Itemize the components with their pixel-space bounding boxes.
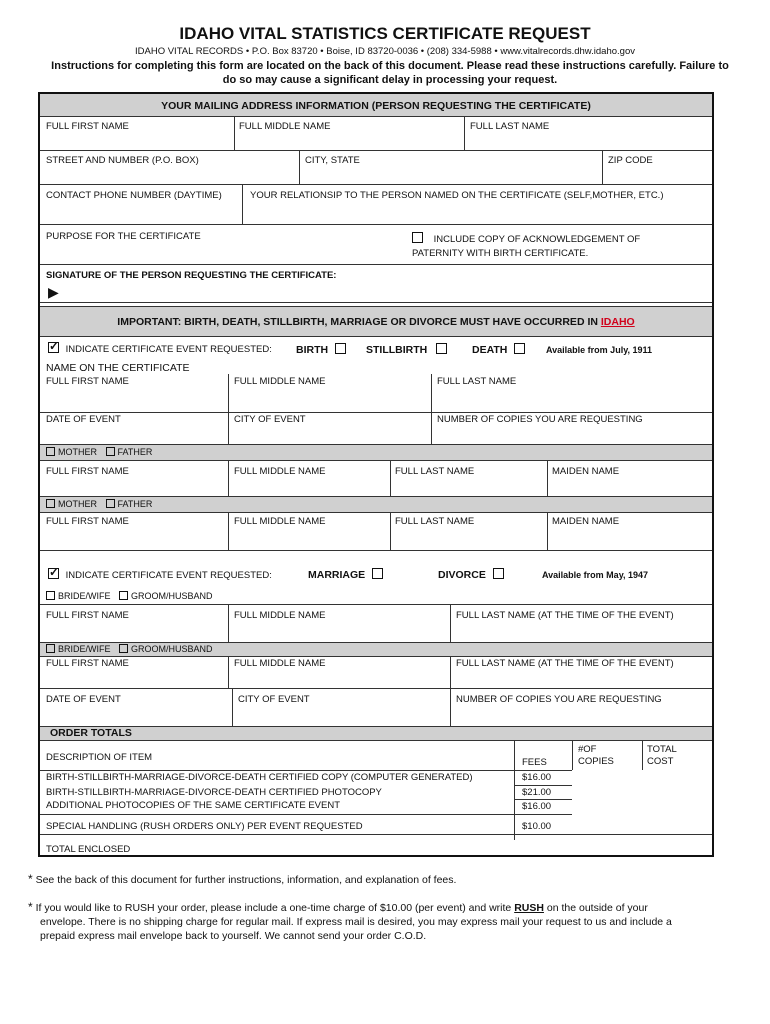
birth-checkbox[interactable] (335, 343, 346, 354)
order-total-header (647, 744, 677, 768)
order-item-desc: BIRTH-STILLBIRTH-MARRIAGE-DIVORCE-DEATH CERTIFIED PHOTOCOPY (46, 787, 382, 798)
phone-field[interactable]: CONTACT PHONE NUMBER (DAYTIME) (46, 190, 222, 201)
spouse1-options (46, 591, 213, 601)
birth-label: BIRTH (296, 344, 329, 356)
instructions-line-2: do so may cause a significant delay in processing your request. (222, 74, 558, 86)
parent1-mother-label: MOTHER (58, 447, 97, 457)
event2-checkbox[interactable] (48, 568, 59, 579)
important-text: IMPORTANT: BIRTH, DEATH, STILLBIRTH, MARRIAGE OR DIVORCE MUST HAVE OCCURRED IN (117, 316, 598, 328)
mailing-first-name-field[interactable]: FULL FIRST NAME (46, 121, 129, 132)
mailing-last-name-field[interactable]: FULL LAST NAME (470, 121, 550, 132)
paternity-checkbox[interactable] (412, 232, 423, 243)
footer-note-2-line2: envelope. There is no shipping charge for regular mail. If express mail is desired, you may express mail your request to us and include a (40, 916, 672, 928)
signature-arrow-icon: ▶ (48, 284, 59, 300)
order-copies-header-1: #OF (578, 744, 597, 755)
death-option[interactable] (472, 343, 525, 356)
parent1-mother-checkbox[interactable] (46, 447, 55, 456)
event1-copies-field[interactable]: NUMBER OF COPIES YOU ARE REQUESTING (437, 414, 643, 425)
event2-indicate-label: INDICATE CERTIFICATE EVENT REQUESTED: (65, 570, 272, 581)
marriage-checkbox[interactable] (372, 568, 383, 579)
signature-label: SIGNATURE OF THE PERSON REQUESTING THE CERTIFICATE: (46, 270, 337, 281)
agency-address: IDAHO VITAL RECORDS • P.O. Box 83720 • Boise, ID 83720-0036 • (208) 334-5988 • www.vitalrecords.dhw.idaho.gov (135, 46, 635, 57)
request-form (38, 92, 714, 857)
order-copies-header-2: COPIES (578, 756, 614, 767)
event2-availability: Available from May, 1947 (542, 570, 649, 580)
relationship-field[interactable]: YOUR RELATIONSIP TO THE PERSON NAMED ON THE CERTIFICATE (SELF,MOTHER, ETC.) (250, 190, 664, 201)
spouse2-groom-checkbox[interactable] (119, 644, 128, 653)
spouse2-groom-label: GROOM/HUSBAND (131, 644, 213, 654)
parent1-father-label: FATHER (117, 447, 153, 457)
event1-indicate-label: INDICATE CERTIFICATE EVENT REQUESTED: (65, 344, 272, 355)
order-fees-header: FEES (522, 757, 547, 768)
order-copies-header (578, 744, 614, 768)
street-field[interactable]: STREET AND NUMBER (P.O. BOX) (46, 155, 199, 166)
parent2-father-checkbox[interactable] (106, 499, 115, 508)
parent1-options (46, 447, 152, 457)
event1-availability: Available from July, 1911 (546, 345, 653, 355)
mailing-heading: YOUR MAILING ADDRESS INFORMATION (PERSON REQUESTING THE CERTIFICATE) (161, 100, 591, 112)
spouse2-bride-label: BRIDE/WIFE (58, 644, 111, 654)
spouse2-first-name-field[interactable]: FULL FIRST NAME (46, 658, 129, 669)
spouse2-options (46, 644, 213, 654)
event1-indicate (48, 342, 272, 355)
event2-city-field[interactable]: CITY OF EVENT (238, 694, 310, 705)
footer-note-2-line3: prepaid express mail envelope back to yourself. We cannot send your order C.O.D. (40, 930, 427, 942)
spouse1-bride-checkbox[interactable] (46, 591, 55, 600)
important-state: IDAHO (600, 316, 635, 328)
order-item-fee: $16.00 (522, 772, 552, 783)
order-item-fee: $10.00 (522, 821, 552, 832)
footer-note-2: * If you would like to RUSH your order, please include a one-time charge of $10.00 (per event) and write RUSH on the outside of your envelope. There is no shipping charge for regular mail. If express mail is desired, you may express mail your request to us and include a prepaid express mail envelope back to yourself. We cannot send your order C.O.D. (28, 900, 748, 943)
order-totals-heading: ORDER TOTALS (50, 727, 132, 739)
order-item-desc: BIRTH-STILLBIRTH-MARRIAGE-DIVORCE-DEATH CERTIFIED COPY (COMPUTER GENERATED) (46, 772, 473, 783)
parent2-mother-checkbox[interactable] (46, 499, 55, 508)
order-item-fee: $16.00 (522, 801, 552, 812)
paternity-option[interactable] (412, 232, 640, 261)
spouse1-first-name-field[interactable]: FULL FIRST NAME (46, 610, 129, 621)
parent2-last-name-field[interactable]: FULL LAST NAME (395, 516, 475, 527)
parent2-middle-name-field[interactable]: FULL MIDDLE NAME (234, 516, 326, 527)
spouse1-groom-label: GROOM/HUSBAND (131, 591, 213, 601)
order-total-header-2: COST (647, 756, 674, 767)
event1-city-field[interactable]: CITY OF EVENT (234, 414, 306, 425)
event1-date-field[interactable]: DATE OF EVENT (46, 414, 121, 425)
parent2-options (46, 499, 152, 509)
spouse2-middle-name-field[interactable]: FULL MIDDLE NAME (234, 658, 326, 669)
divorce-label: DIVORCE (438, 569, 486, 581)
mailing-middle-name-field[interactable]: FULL MIDDLE NAME (239, 121, 331, 132)
order-desc-header: DESCRIPTION OF ITEM (46, 752, 153, 763)
divorce-option[interactable] (438, 568, 504, 581)
parent2-father-label: FATHER (117, 499, 153, 509)
event1-checkbox[interactable] (48, 342, 59, 353)
footer-note-2-post: on the outside of your (543, 902, 648, 914)
paternity-label-1: INCLUDE COPY OF ACKNOWLEDGEMENT OF (433, 234, 641, 245)
event2-indicate (48, 568, 272, 581)
parent1-middle-name-field[interactable]: FULL MIDDLE NAME (234, 466, 326, 477)
zip-field[interactable]: ZIP CODE (608, 155, 653, 166)
important-notice (40, 316, 712, 328)
parent2-maiden-name-field[interactable]: MAIDEN NAME (552, 516, 620, 527)
footer-rush: RUSH (514, 902, 544, 914)
death-label: DEATH (472, 344, 508, 356)
parent1-father-checkbox[interactable] (106, 447, 115, 456)
name-on-certificate-heading: NAME ON THE CERTIFICATE (46, 362, 190, 374)
spouse2-last-name-field[interactable]: FULL LAST NAME (AT THE TIME OF THE EVENT) (456, 658, 674, 669)
stillbirth-checkbox[interactable] (436, 343, 447, 354)
parent2-first-name-field[interactable]: FULL FIRST NAME (46, 516, 129, 527)
page-title: IDAHO VITAL STATISTICS CERTIFICATE REQUEST (179, 24, 591, 43)
stillbirth-label: STILLBIRTH (366, 344, 428, 356)
paternity-label-2: PATERNITY WITH BIRTH CERTIFICATE. (412, 248, 589, 259)
footer-note-2-pre: If you would like to RUSH your order, please include a one-time charge of $10.00 (per event) and write (35, 902, 515, 914)
footer-note-1-text: See the back of this document for further instructions, information, and explanation of fees. (35, 874, 457, 886)
birth-option[interactable] (296, 343, 346, 356)
spouse1-groom-checkbox[interactable] (119, 591, 128, 600)
marriage-label: MARRIAGE (308, 569, 366, 581)
footer-note-1: * See the back of this document for further instructions, information, and explanation of fees. (28, 872, 457, 886)
order-heading-bar (40, 726, 712, 740)
event2-copies-field[interactable]: NUMBER OF COPIES YOU ARE REQUESTING (456, 694, 662, 705)
event1-middle-name-field[interactable]: FULL MIDDLE NAME (234, 376, 326, 387)
instructions-line-1: Instructions for completing this form are located on the back of this document. Please read these instructions carefully. Failure to (51, 60, 729, 72)
total-enclosed-label: TOTAL ENCLOSED (46, 844, 131, 855)
purpose-field[interactable]: PURPOSE FOR THE CERTIFICATE (46, 231, 201, 242)
order-item-desc: ADDITIONAL PHOTOCOPIES OF THE SAME CERTIFICATE EVENT (46, 800, 341, 811)
spouse1-middle-name-field[interactable]: FULL MIDDLE NAME (234, 610, 326, 621)
parent1-first-name-field[interactable]: FULL FIRST NAME (46, 466, 129, 477)
event1-first-name-field[interactable]: FULL FIRST NAME (46, 376, 129, 387)
parent1-maiden-name-field[interactable]: MAIDEN NAME (552, 466, 620, 477)
order-item-fee: $21.00 (522, 787, 552, 798)
event1-last-name-field[interactable]: FULL LAST NAME (437, 376, 517, 387)
city-state-field[interactable]: CITY, STATE (305, 155, 360, 166)
order-item-desc: SPECIAL HANDLING (RUSH ORDERS ONLY) PER EVENT REQUESTED (46, 821, 363, 832)
order-total-header-1: TOTAL (647, 744, 677, 755)
parent1-last-name-field[interactable]: FULL LAST NAME (395, 466, 475, 477)
event2-date-field[interactable]: DATE OF EVENT (46, 694, 121, 705)
divorce-checkbox[interactable] (493, 568, 504, 579)
death-checkbox[interactable] (514, 343, 525, 354)
spouse2-bride-checkbox[interactable] (46, 644, 55, 653)
stillbirth-option[interactable] (366, 343, 447, 356)
marriage-option[interactable] (308, 568, 383, 581)
spouse1-last-name-field[interactable]: FULL LAST NAME (AT THE TIME OF THE EVENT) (456, 610, 674, 621)
spouse1-bride-label: BRIDE/WIFE (58, 591, 111, 601)
instructions (20, 59, 760, 87)
parent2-mother-label: MOTHER (58, 499, 97, 509)
